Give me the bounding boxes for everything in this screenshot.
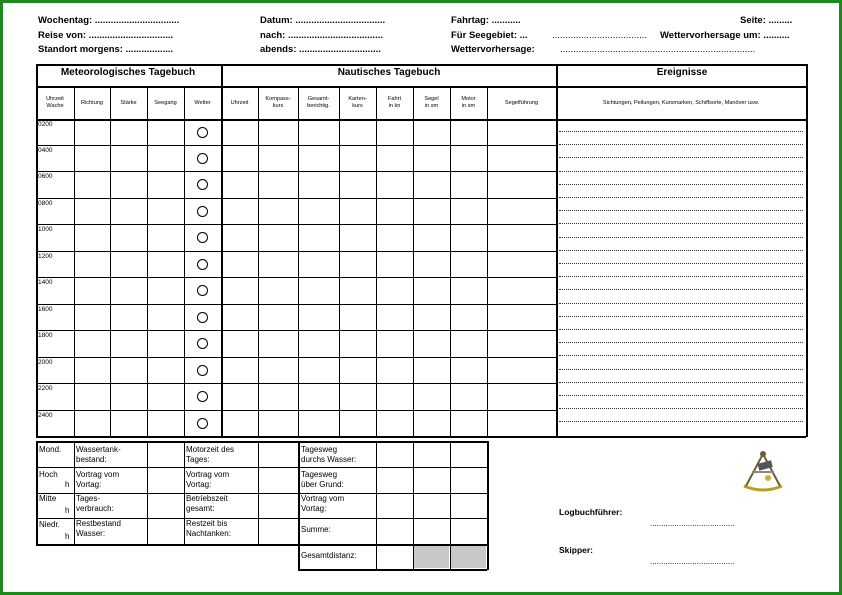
- column-header: Uhrzeit: [230, 99, 249, 106]
- time-label: 2000: [38, 359, 53, 366]
- column-line: [298, 86, 299, 436]
- weather-circle-icon[interactable]: [197, 338, 208, 349]
- event-dotted-line[interactable]: [559, 171, 803, 172]
- bottom-column-line: [147, 441, 148, 544]
- weather-circle-icon[interactable]: [197, 206, 208, 217]
- column-header: Seegang: [154, 99, 177, 106]
- column-header: Motor in sm: [461, 96, 476, 109]
- time-label: 0800: [38, 200, 53, 207]
- mitte-h-label: h: [65, 506, 70, 515]
- gray-cell: [413, 544, 449, 568]
- naut-section-title: Nautisches Tagebuch: [337, 67, 441, 78]
- reise-von-field[interactable]: Reise von: ................................: [38, 30, 174, 41]
- bottom-column-line: [184, 441, 185, 544]
- event-dotted-line[interactable]: [559, 237, 803, 238]
- section-divider: [556, 64, 558, 437]
- restzeit-label: Restzeit bis Nachtanken:: [186, 519, 231, 538]
- weather-circle-icon[interactable]: [197, 179, 208, 190]
- event-dotted-line[interactable]: [559, 382, 803, 383]
- bottom-column-line: [450, 441, 451, 569]
- tagesverbrauch-label: Tages- verbrauch:: [76, 494, 114, 513]
- column-header: Wetter: [194, 99, 211, 106]
- weather-circle-icon[interactable]: [197, 365, 208, 376]
- weather-circle-icon[interactable]: [197, 232, 208, 243]
- row-line: [36, 410, 556, 411]
- time-label: 1600: [38, 306, 53, 313]
- event-dotted-line[interactable]: [559, 316, 803, 317]
- column-header: Gesamt- berichtig.: [307, 96, 330, 109]
- time-label: 1200: [38, 253, 53, 260]
- event-dotted-line[interactable]: [559, 342, 803, 343]
- gesamtdistanz-label: Gesamtdistanz:: [301, 551, 357, 560]
- tagesweg-wasser-label: Tagesweg durchs Wasser:: [301, 445, 357, 464]
- fahrtag-field[interactable]: Fahrtag: ...........: [451, 15, 521, 26]
- bottom-border: [36, 441, 38, 545]
- event-dotted-line[interactable]: [559, 408, 803, 409]
- weather-circle-icon[interactable]: [197, 153, 208, 164]
- table-border: [36, 64, 38, 437]
- column-line: [487, 86, 488, 436]
- column-line: [147, 86, 148, 436]
- bottom-column-line: [258, 441, 259, 544]
- standort-field[interactable]: Standort morgens: ..................: [38, 44, 174, 55]
- skipper-signature-line[interactable]: ......................................: [650, 557, 735, 566]
- bottom-column-line: [376, 441, 377, 569]
- column-header: Segelführung: [504, 99, 539, 106]
- column-header: Segel in sm: [424, 96, 439, 109]
- column-line: [376, 86, 377, 436]
- restbestand-label: Restbestand Wasser:: [76, 519, 121, 538]
- column-line: [258, 86, 259, 436]
- event-dotted-line[interactable]: [559, 395, 803, 396]
- mitte-label: Mitte: [39, 494, 57, 503]
- event-dotted-line[interactable]: [559, 223, 803, 224]
- event-dotted-line[interactable]: [559, 303, 803, 304]
- table-border: [36, 436, 806, 438]
- motorzeit-label: Motorzeit des Tages:: [186, 445, 235, 464]
- column-line: [450, 86, 451, 436]
- bottom-row-line: [36, 493, 487, 494]
- time-label: 1400: [38, 279, 53, 286]
- time-label: 0400: [38, 147, 53, 154]
- event-dotted-line[interactable]: [559, 421, 803, 422]
- vortrag-weg-label: Vortrag vom Vortag:: [301, 494, 345, 513]
- wvh-um-field[interactable]: Wettervorhersage um: ..........: [660, 30, 790, 41]
- bottom-row-line: [36, 518, 487, 519]
- datum-field[interactable]: Datum: ..................................: [260, 15, 386, 26]
- event-dotted-line[interactable]: [559, 355, 803, 356]
- event-dotted-line[interactable]: [559, 263, 803, 264]
- time-label: 2200: [38, 385, 53, 392]
- column-header: Fahrt in kn: [387, 96, 402, 109]
- event-dotted-line[interactable]: [559, 250, 803, 251]
- row-line: [36, 251, 556, 252]
- wettervorhersage-field[interactable]: Wettervorhersage:: [451, 44, 535, 55]
- nach-field[interactable]: nach: ....................................: [260, 30, 383, 41]
- column-header: Kompass- kurs: [265, 96, 291, 109]
- event-dotted-line[interactable]: [559, 197, 803, 198]
- sextant-icon: [738, 448, 788, 496]
- tagesweg-grund-label: Tagesweg über Grund:: [301, 470, 344, 489]
- event-dotted-line[interactable]: [559, 184, 803, 185]
- column-header: Stärke: [120, 99, 137, 106]
- weather-circle-icon[interactable]: [197, 391, 208, 402]
- row-line: [36, 277, 556, 278]
- column-header: Uhrzeit Wache: [46, 96, 64, 109]
- bottom-row-line: [36, 467, 487, 468]
- logbuchfuehrer-label: Logbuchführer:: [559, 507, 623, 517]
- column-line: [339, 86, 340, 436]
- event-dotted-line[interactable]: [559, 369, 803, 370]
- vortrag-wasser-label: Vortrag vom Vortag:: [76, 470, 120, 489]
- row-line: [36, 357, 556, 358]
- weather-circle-icon[interactable]: [197, 312, 208, 323]
- time-label: 2400: [38, 412, 53, 419]
- column-header: Sichtungen, Peilungen, Kursmarken, Schiffsorte, Manöver usw.: [602, 99, 760, 106]
- bottom-border: [298, 441, 300, 570]
- row-line: [36, 383, 556, 384]
- table-border: [36, 64, 806, 66]
- column-line: [413, 86, 414, 436]
- column-line: [184, 86, 185, 436]
- column-header: Richtung: [80, 99, 104, 106]
- abends-field[interactable]: abends: ...............................: [260, 44, 381, 55]
- time-label: 1800: [38, 332, 53, 339]
- event-dotted-line[interactable]: [559, 210, 803, 211]
- wettervorhersage-line: ..........................................................................: [560, 44, 756, 55]
- header-divider: [36, 119, 806, 121]
- column-line: [110, 86, 111, 436]
- bottom-border: [298, 569, 487, 571]
- time-label: 0600: [38, 173, 53, 180]
- event-dotted-line[interactable]: [559, 276, 803, 277]
- section-divider: [36, 86, 806, 88]
- row-line: [36, 145, 556, 146]
- row-line: [36, 171, 556, 172]
- events-section-title: Ereignisse: [656, 67, 708, 78]
- bottom-border: [36, 441, 487, 443]
- skipper-label: Skipper:: [559, 545, 594, 555]
- vortrag-motor-label: Vortrag vom Vortag:: [186, 470, 230, 489]
- wassertank-label: Wassertank- bestand:: [76, 445, 121, 464]
- bottom-border: [487, 441, 489, 570]
- event-dotted-line[interactable]: [559, 329, 803, 330]
- event-dotted-line[interactable]: [559, 131, 803, 132]
- section-divider: [221, 64, 223, 437]
- weather-circle-icon[interactable]: [197, 418, 208, 429]
- row-line: [36, 198, 556, 199]
- bottom-border: [36, 544, 487, 546]
- hoch-label: Hoch: [39, 470, 58, 479]
- betriebszeit-label: Betriebszeit gesamt:: [186, 494, 228, 513]
- row-line: [36, 224, 556, 225]
- seegebiet-field[interactable]: Für Seegebiet: ...: [451, 30, 528, 41]
- bottom-column-line: [74, 441, 75, 544]
- summe-label: Summe:: [301, 525, 331, 534]
- meteo-section-title: Meteorologisches Tagebuch: [60, 67, 196, 78]
- column-line: [74, 86, 75, 436]
- wochentag-field[interactable]: Wochentag: ................................: [38, 15, 180, 26]
- event-dotted-line[interactable]: [559, 289, 803, 290]
- time-label: 1000: [38, 226, 53, 233]
- row-line: [36, 304, 556, 305]
- row-line: [36, 330, 556, 331]
- column-header: Karten- kurs: [348, 96, 367, 109]
- weather-circle-icon[interactable]: [197, 127, 208, 138]
- gray-cell: [450, 544, 486, 568]
- bottom-column-line: [413, 441, 414, 569]
- seite-field[interactable]: Seite: .........: [740, 15, 793, 26]
- weather-circle-icon[interactable]: [197, 259, 208, 270]
- niedr-label: Niedr.: [39, 520, 60, 529]
- event-dotted-line[interactable]: [559, 157, 803, 158]
- hoch-h-label: h: [65, 480, 70, 489]
- mond-label: Mond.: [39, 445, 62, 454]
- seegebiet-line: ....................................: [552, 30, 648, 41]
- niedr-h-label: h: [65, 532, 70, 541]
- time-label: 0200: [38, 121, 53, 128]
- table-border: [806, 64, 808, 437]
- event-dotted-line[interactable]: [559, 144, 803, 145]
- weather-circle-icon[interactable]: [197, 285, 208, 296]
- logbuchfuehrer-signature-line[interactable]: ......................................: [650, 519, 735, 528]
